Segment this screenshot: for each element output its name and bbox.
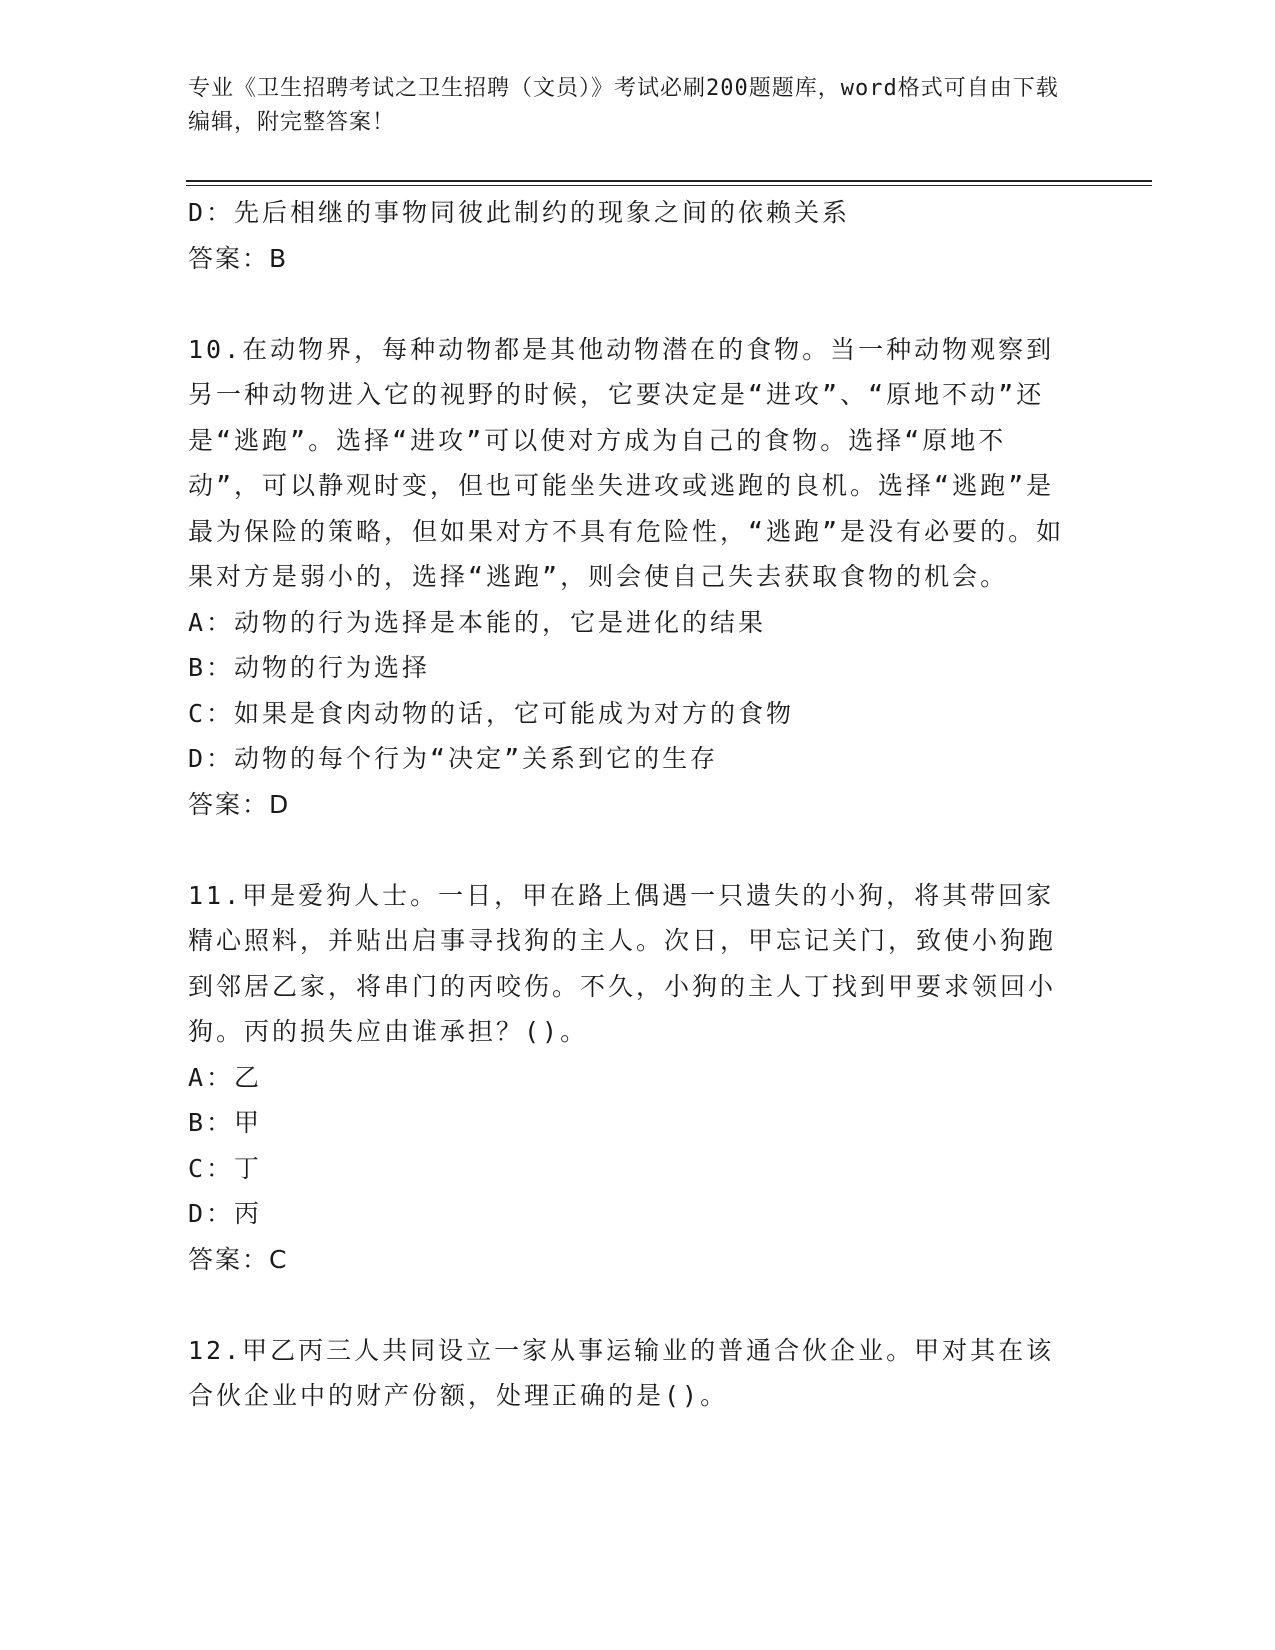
question-10-option-a: A：动物的行为选择是本能的，它是进化的结果 [188,607,767,637]
spacer [188,1282,1068,1328]
question-10-stem: 10.在动物界，每种动物都是其他动物潜在的食物。当一种动物观察到另一种动物进入它的视野的时候，它要决定是“进攻”、“原地不动”还是“逃跑”。选择“进攻”可以使对方成为自己的食物。选择“原地不动”，可以静观时变，但也可能坐失进攻或逃跑的良机。选择“逃跑”是最为保险的策略，但如果对方不具有危险性，“逃跑”是没有必要的。如果对方是弱小的，选择“逃跑”，则会使自己失去获取食物的机会。 [188,334,1065,591]
prev-answer: 答案：B [188,243,289,273]
spacer [188,281,1068,327]
question-11-option-b: B：甲 [188,1108,263,1137]
header-divider-thick [186,180,1152,182]
question-10-option-b: B：动物的行为选择 [188,653,431,682]
header-divider-thin [186,185,1152,186]
question-11-answer: 答案：C [188,1244,289,1274]
question-11-option-d: D：丙 [188,1199,263,1228]
question-10-answer: 答案：D [188,789,291,819]
question-content [188,190,1068,1419]
prev-option-d: D：先后相继的事物同彼此制约的现象之间的依赖关系 [188,198,851,227]
question-11-option-a: A：乙 [188,1062,263,1092]
spacer [188,827,1068,873]
question-11-option-c: C：丁 [188,1153,263,1183]
document-header: 专业《卫生招聘考试之卫生招聘（文员）》考试必刷200题题库，word格式可自由下载编辑，附完整答案！ [188,76,1059,135]
question-11-stem: 11.甲是爱狗人士。一日，甲在路上偶遇一只遗失的小狗，将其带回家精心照料，并贴出启事寻找狗的主人。次日，甲忘记关门，致使小狗跑到邻居乙家，将串门的丙咬伤。不久，小狗的主人丁找到甲要求领回小狗。丙的损失应由谁承担？()。 [188,880,1057,1046]
document-page [188,0,1148,1650]
question-10-option-c: C：如果是食肉动物的话，它可能成为对方的食物 [188,698,795,728]
question-12-stem: 12.甲乙丙三人共同设立一家从事运输业的普通合伙企业。甲对其在该合伙企业中的财产份额，处理正确的是()。 [188,1335,1055,1410]
question-10-option-d: D：动物的每个行为“决定”关系到它的生存 [188,744,719,773]
